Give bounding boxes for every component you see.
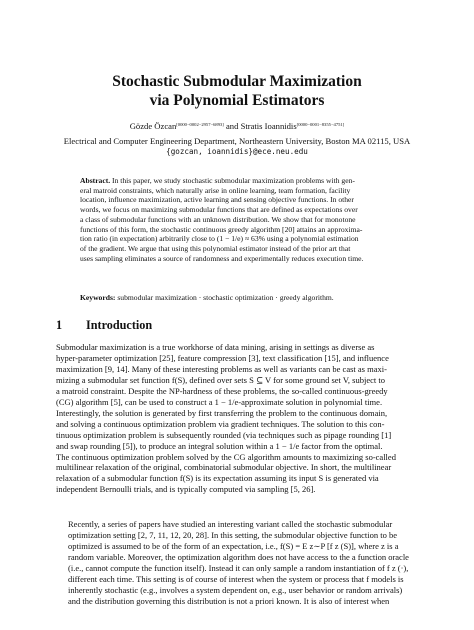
- text-line: a matroid constraint. Despite the NP-hardness of these problems, the so-called continuous-greedy: [56, 385, 388, 396]
- author-separator: and: [223, 121, 241, 131]
- text-line: Recently, a series of papers have studied an interesting variant called the stochastic submodular: [68, 519, 393, 529]
- abstract-label: Abstract.: [80, 176, 111, 185]
- keywords-label: Keywords:: [80, 293, 116, 302]
- text-line: and swap rounding [5]), to produce an integral solution within a 1 − 1/e factor from the optimal.: [56, 440, 383, 451]
- abstract-line: tion ratio (in expectation) arbitrarily close to (1 − 1/e) ≈ 63% using a polynomial estimation: [80, 234, 359, 244]
- section-heading: [56, 318, 152, 333]
- section-number: 1: [56, 318, 63, 332]
- text-line: optimized is assumed to be of the form of an expectation, i.e., f(S) = E z∼P [f z (S)], where z is a: [68, 540, 399, 551]
- abstract-line: uses sampling eliminates a source of randomness and experimentally reduces execution time.: [80, 253, 364, 263]
- text-line: hyper-parameter optimization [25], feature compression [3], text classification [15], and influence: [56, 352, 389, 363]
- abstract: [80, 176, 395, 263]
- text-line: and the distribution governing this distribution is not a priori known. It is also of interest when: [68, 595, 390, 606]
- text-line: independent Bernoulli trials, and is typically computed via sampling [5, 26].: [56, 484, 316, 495]
- keywords-text: submodular maximization · stochastic optimization · greedy algorithm.: [115, 293, 334, 302]
- text-line: (CG) algorithm [5], can be used to construct a 1 − 1/e-approximate solution in polynomial time.: [56, 396, 383, 407]
- paragraph-1: [56, 342, 420, 495]
- text-line: mizing a submodular set function f(S), defined over sets S ⊆ V for some ground set V, subject to: [56, 374, 385, 385]
- email: {gozcan, ioannidis}@ece.neu.edu: [166, 146, 308, 156]
- author-name: Stratis Ioannidis: [240, 121, 297, 131]
- abstract-line: words, we focus on maximizing submodular functions that are defined as expectations over: [80, 205, 358, 215]
- title-line-1: Stochastic Submodular Maximization: [112, 73, 362, 90]
- keywords: [80, 293, 395, 303]
- text-line: The continuous optimization problem solved by the CG algorithm amounts to maximizing so-called: [56, 451, 396, 462]
- author-list: [0, 119, 474, 132]
- text-line: relaxation of a submodular function f(S) is its expectation assuming its input S is generated via: [56, 473, 379, 484]
- paper-title: [0, 72, 474, 110]
- text-line: multilinear relaxation of the original, combinatorial submodular objective. In short, the multilinear: [56, 462, 392, 473]
- text-line: optimization setting [2, 7, 11, 12, 20, 28]. In this setting, the submodular objective function to be: [68, 529, 398, 540]
- orcid-id: [0000−0002−2957−6893]: [176, 122, 224, 127]
- title-line-2: via Polynomial Estimators: [149, 92, 325, 109]
- abstract-line: Abstract. In this paper, we study stochastic submodular maximization problems with gen-: [80, 176, 355, 185]
- text-line: maximization [9, 14]. Many of these interesting problems as well as variants can be cast as maxi-: [56, 363, 387, 374]
- section-title: Introduction: [86, 318, 153, 332]
- abstract-line: location, influence maximization, active learning and sensing objective functions. In other: [80, 195, 354, 205]
- text-line: (i.e., cannot compute the function itself). Instead it can only sample a random instantiation of f z (·),: [68, 562, 409, 573]
- paragraph-2: [56, 519, 420, 607]
- text-line: inherently stochastic (e.g., involves a system dependent on, e.g., user behavior or random arrivals): [68, 584, 403, 595]
- text-line: Interestingly, the solution is generated by first transferring the problem to the continuous domain,: [56, 407, 388, 418]
- affiliation: Electrical and Computer Engineering Department, Northeastern University, Boston MA 02115, USA: [63, 136, 411, 146]
- text-line: different each time. This setting is of course of interest when the system or process that f models is: [68, 573, 404, 584]
- author-name: Gözde Özcan: [129, 121, 177, 131]
- text-line: random variable. Moreover, the optimization algorithm does not have access to the a function oracle: [68, 551, 409, 562]
- affiliation-block: [0, 136, 474, 157]
- abstract-line: a class of submodular functions with an unknown distribution. We show that for monotone: [80, 214, 356, 224]
- abstract-line: eral matroid constraints, which naturally arise in online learning, team formation, facility: [80, 185, 351, 195]
- abstract-line: of the gradient. We argue that using this polynomial estimator instead of the prior art that: [80, 244, 351, 254]
- text-line: tinuous optimization problem is subsequently rounded (via techniques such as pipage rounding [1]: [56, 429, 392, 440]
- orcid-id: [0000−0001−8355−4751]: [296, 122, 345, 127]
- abstract-line: functions of this form, the stochastic continuous greedy algorithm [20] attains an approxima-: [80, 224, 363, 234]
- text-line: and solving a continuous optimization problem via gradient techniques. The solution to this con-: [56, 418, 385, 429]
- text-line: Submodular maximization is a true workhorse of data mining, arising in settings as diverse as: [56, 342, 375, 352]
